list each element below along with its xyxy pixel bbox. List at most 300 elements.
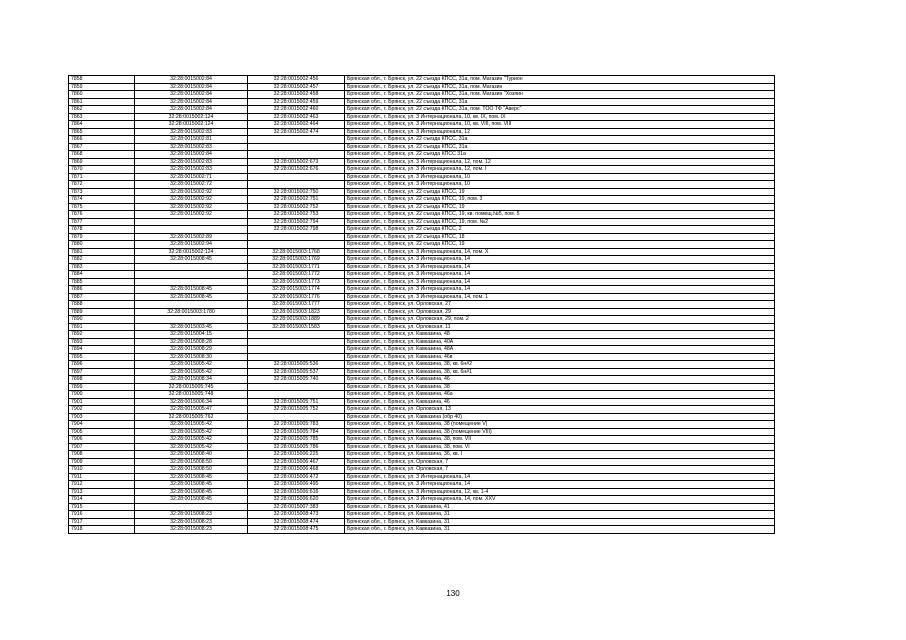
parcel-number-cell: 32:28:0015002:83	[135, 166, 248, 174]
address-cell: Брянская обл., г. Брянск, ул. 22 съезда КПСС, 31а	[345, 136, 775, 144]
parcel-number-cell	[135, 218, 248, 226]
table-row	[69, 308, 775, 316]
object-number-cell	[248, 173, 345, 181]
row-number-cell: 7886	[69, 286, 135, 294]
address-cell: Брянская обл., г. Брянск, ул. 3 Интернационала, 14	[345, 256, 775, 264]
address-cell: Брянская обл., г. Брянск, ул. Кавказина, 38	[345, 383, 775, 391]
parcel-number-cell: 32:28:0015008:45	[135, 488, 248, 496]
row-number-cell: 7892	[69, 331, 135, 339]
table-row	[69, 248, 775, 256]
address-cell: Брянская обл., г. Брянск, ул. 3 Интернационала, 12, пом. I	[345, 166, 775, 174]
row-number-cell: 7898	[69, 376, 135, 384]
table-row	[69, 428, 775, 436]
parcel-number-cell: 32:28:0015002:84	[135, 106, 248, 114]
row-number-cell: 7884	[69, 271, 135, 279]
address-cell: Брянская обл., г. Брянск, ул. Кавказина, 40А	[345, 338, 775, 346]
parcel-number-cell: 32:28:0015002:94	[135, 241, 248, 249]
parcel-number-cell: 32:28:0015008:50	[135, 466, 248, 474]
table-row	[69, 398, 775, 406]
object-number-cell: 32:28:0015006:467	[248, 458, 345, 466]
object-number-cell: 32:28:0015003:1823	[248, 308, 345, 316]
row-number-cell: 7900	[69, 391, 135, 399]
address-cell: Брянская обл., г. Брянск, ул. 3 Интернационала, 14, пом. 1	[345, 293, 775, 301]
row-number-cell: 7904	[69, 421, 135, 429]
object-number-cell: 32:28:0015002:751	[248, 196, 345, 204]
parcel-number-cell: 32:28:0015005:748	[135, 391, 248, 399]
row-number-cell: 7877	[69, 218, 135, 226]
table-row	[69, 496, 775, 504]
parcel-number-cell: 32:28:0015002:84	[135, 98, 248, 106]
row-number-cell: 7875	[69, 203, 135, 211]
parcel-number-cell: 32:28:0015002:84	[135, 91, 248, 99]
table-row	[69, 368, 775, 376]
parcel-number-cell: 32:28:0015002:84	[135, 76, 248, 84]
row-number-cell: 7869	[69, 158, 135, 166]
address-cell: Брянская обл., г. Брянск, ул. 3 Интернационала, 10, кв. IX, пом. IX	[345, 113, 775, 121]
table-row	[69, 226, 775, 234]
object-number-cell: 32:28:0015002:464	[248, 121, 345, 129]
object-number-cell: 32:28:0015002:676	[248, 166, 345, 174]
object-number-cell: 32:28:0015006:225	[248, 451, 345, 459]
parcel-number-cell: 32:28:0015003:45	[135, 323, 248, 331]
object-number-cell: 32:28:0015003:1774	[248, 286, 345, 294]
address-cell: Брянская обл., г. Брянск, ул. 22 съезда КПСС, 18	[345, 233, 775, 241]
parcel-number-cell: 32:28:0015002:89	[135, 233, 248, 241]
address-cell: Брянская обл., г. Брянск, ул. 22 съезда КПСС 31а	[345, 151, 775, 159]
object-number-cell: 32:28:0015006:472	[248, 473, 345, 481]
row-number-cell: 7915	[69, 503, 135, 511]
object-number-cell: 32:28:0015002:794	[248, 218, 345, 226]
parcel-number-cell: 32:28:0015005:42	[135, 361, 248, 369]
table-row	[69, 241, 775, 249]
row-number-cell: 7888	[69, 301, 135, 309]
object-number-cell: 32:28:0015006:468	[248, 466, 345, 474]
row-number-cell: 7860	[69, 91, 135, 99]
object-number-cell	[248, 241, 345, 249]
row-number-cell: 7879	[69, 233, 135, 241]
address-cell: Брянская обл., г. Брянск, ул. Кавказина, 31	[345, 511, 775, 519]
row-number-cell: 7890	[69, 316, 135, 324]
table-row	[69, 421, 775, 429]
parcel-number-cell: 32:28:0015006:34	[135, 398, 248, 406]
row-number-cell: 7901	[69, 398, 135, 406]
table-row	[69, 466, 775, 474]
object-number-cell: 32:28:0015002:457	[248, 83, 345, 91]
table-row	[69, 106, 775, 114]
parcel-number-cell: 32:28:0015002:124	[135, 121, 248, 129]
parcel-number-cell: 32:28:0015008:30	[135, 353, 248, 361]
table-row	[69, 166, 775, 174]
object-number-cell: 32:28:0015007:383	[248, 503, 345, 511]
parcel-number-cell	[135, 316, 248, 324]
address-cell: Брянская обл., г. Брянск, ул. 22 съезда КПСС, 2	[345, 226, 775, 234]
row-number-cell: 7910	[69, 466, 135, 474]
object-number-cell: 32:28:0015003:1772	[248, 271, 345, 279]
row-number-cell: 7893	[69, 338, 135, 346]
row-number-cell: 7861	[69, 98, 135, 106]
parcel-number-cell: 32:28:0015008:34	[135, 376, 248, 384]
parcel-number-cell: 32:28:0015002:124	[135, 113, 248, 121]
object-number-cell: 32:28:0015003:1583	[248, 323, 345, 331]
object-number-cell: 32:28:0015005:537	[248, 368, 345, 376]
object-number-cell: 32:28:0015005:786	[248, 443, 345, 451]
address-cell: Брянская обл., г. Брянск, ул. 22 съезда КПСС, 31а	[345, 143, 775, 151]
object-number-cell: 32:28:0015005:751	[248, 398, 345, 406]
parcel-number-cell	[135, 263, 248, 271]
parcel-number-cell: 32:28:0015005:745	[135, 383, 248, 391]
object-number-cell	[248, 136, 345, 144]
row-number-cell: 7883	[69, 263, 135, 271]
parcel-number-cell: 32:28:0015002:92	[135, 211, 248, 219]
table-row	[69, 331, 775, 339]
parcel-number-cell: 32:28:0015005:762	[135, 413, 248, 421]
address-cell: Брянская обл., г. Брянск, ул. 3 Интернационала, 14	[345, 473, 775, 481]
parcel-number-cell: 32:28:0015005:42	[135, 428, 248, 436]
object-number-cell	[248, 331, 345, 339]
address-cell: Брянская обл., г. Брянск, ул. 22 съезда КПСС, 31а, пом. Магазин	[345, 83, 775, 91]
object-number-cell: 32:28:0015003:1777	[248, 301, 345, 309]
address-cell: Брянская обл., г. Брянск, ул. 22 съезда КПСС, 31а, пом. Магазин "Турион	[345, 76, 775, 84]
parcel-number-cell	[135, 301, 248, 309]
table-row	[69, 406, 775, 414]
address-cell: Брянская обл., г. Брянск, ул. 3 Интернационала, 12, кв. 1-4	[345, 488, 775, 496]
table-row	[69, 511, 775, 519]
table-row	[69, 256, 775, 264]
table-row	[69, 361, 775, 369]
object-number-cell: 32:28:0015005:536	[248, 361, 345, 369]
object-number-cell: 32:28:0015002:752	[248, 203, 345, 211]
object-number-cell: 32:28:0015002:753	[248, 211, 345, 219]
address-cell: Брянская обл., г. Брянск, ул. 3 Интернационала, 14	[345, 271, 775, 279]
address-cell: Брянская обл., г. Брянск, ул. Кавказина, 46	[345, 398, 775, 406]
table-row	[69, 196, 775, 204]
row-number-cell: 7863	[69, 113, 135, 121]
parcel-number-cell: 32:28:0015008:45	[135, 286, 248, 294]
object-number-cell: 32:28:0015003:1769	[248, 256, 345, 264]
table-row	[69, 143, 775, 151]
row-number-cell: 7867	[69, 143, 135, 151]
parcel-number-cell: 32:28:0015002:83	[135, 128, 248, 136]
row-number-cell: 7887	[69, 293, 135, 301]
table-row	[69, 451, 775, 459]
row-number-cell: 7896	[69, 361, 135, 369]
row-number-cell: 7894	[69, 346, 135, 354]
parcel-number-cell: 32:28:0015002:92	[135, 196, 248, 204]
table-row	[69, 518, 775, 526]
address-cell: Брянская обл., г. Брянск, ул. Орловская, 11	[345, 323, 775, 331]
table-row	[69, 188, 775, 196]
object-number-cell: 32:28:0015005:785	[248, 436, 345, 444]
row-number-cell: 7914	[69, 496, 135, 504]
row-number-cell: 7858	[69, 76, 135, 84]
address-cell: Брянская обл., г. Брянск, ул. 3 Интернационала, 14	[345, 263, 775, 271]
row-number-cell: 7859	[69, 83, 135, 91]
table-row	[69, 293, 775, 301]
object-number-cell: 32:28:0015005:740	[248, 376, 345, 384]
parcel-number-cell: 32:28:0015005:42	[135, 436, 248, 444]
address-cell: Брянская обл., г. Брянск, ул. 22 съезда КПСС, 31а, пом. ТОО ТФ "Аверс"	[345, 106, 775, 114]
parcel-number-cell: 32:28:0015002:83	[135, 158, 248, 166]
table-row	[69, 338, 775, 346]
row-number-cell: 7911	[69, 473, 135, 481]
row-number-cell: 7905	[69, 428, 135, 436]
object-number-cell: 32:28:0015003:1771	[248, 263, 345, 271]
row-number-cell: 7881	[69, 248, 135, 256]
object-number-cell	[248, 346, 345, 354]
object-number-cell: 32:28:0015006:620	[248, 496, 345, 504]
row-number-cell: 7899	[69, 383, 135, 391]
parcel-number-cell: 32:28:0015008:45	[135, 481, 248, 489]
table-row	[69, 526, 775, 534]
row-number-cell: 7913	[69, 488, 135, 496]
table-row	[69, 113, 775, 121]
row-number-cell: 7865	[69, 128, 135, 136]
object-number-cell: 32:28:0015008:475	[248, 526, 345, 534]
address-cell: Брянская обл., г. Брянск, ул. Орловская, 29	[345, 308, 775, 316]
address-cell: Брянская обл., г. Брянск, ул. 3 Интернационала, 14, пом. X	[345, 248, 775, 256]
row-number-cell: 7866	[69, 136, 135, 144]
address-cell: Брянская обл., г. Брянск, ул. 22 съезда КПСС, 19	[345, 188, 775, 196]
object-number-cell: 32:28:0015002:459	[248, 98, 345, 106]
address-cell: Брянская обл., г. Брянск, ул. 22 съезда КПСС, 31а, пом. Магазин "Хозяин	[345, 91, 775, 99]
object-number-cell: 32:28:0015002:463	[248, 113, 345, 121]
table-row	[69, 211, 775, 219]
object-number-cell: 32:28:0015005:784	[248, 428, 345, 436]
object-number-cell	[248, 338, 345, 346]
parcel-number-cell: 32:28:0015008:45	[135, 293, 248, 301]
table-row	[69, 136, 775, 144]
row-number-cell: 7873	[69, 188, 135, 196]
parcel-number-cell: 32:28:0015002:81	[135, 136, 248, 144]
parcel-number-cell: 32:28:0015008:23	[135, 511, 248, 519]
address-cell: Брянская обл., г. Брянск, ул. Орловская, 27	[345, 301, 775, 309]
table-row	[69, 316, 775, 324]
object-number-cell: 32:28:0015008:474	[248, 518, 345, 526]
table-row	[69, 286, 775, 294]
table-row	[69, 443, 775, 451]
parcel-number-cell: 32:28:0015002:72	[135, 181, 248, 189]
address-cell: Брянская обл., г. Брянск, ул. Кавказина, 46а	[345, 391, 775, 399]
row-number-cell: 7903	[69, 413, 135, 421]
row-number-cell: 7872	[69, 181, 135, 189]
row-number-cell: 7882	[69, 256, 135, 264]
parcel-number-cell: 32:28:0015008:50	[135, 458, 248, 466]
table-row	[69, 278, 775, 286]
address-cell: Брянская обл., г. Брянск, ул. 3 Интернационала, 14	[345, 286, 775, 294]
address-cell: Брянская обл., г. Брянск, ул. 3 Интернационала, 10	[345, 173, 775, 181]
parcel-number-cell: 32:28:0015008:23	[135, 526, 248, 534]
row-number-cell: 7885	[69, 278, 135, 286]
address-cell: Брянская обл., г. Брянск, ул. 3 Интернационала, 10	[345, 181, 775, 189]
parcel-number-cell: 32:28:0015002:71	[135, 173, 248, 181]
address-cell: Брянская обл., г. Брянск, ул. 3 Интернационала, 10, кв. VIII, пом. VIII	[345, 121, 775, 129]
address-cell: Брянская обл., г. Брянск, ул. Орловская, 29, пом. 2	[345, 316, 775, 324]
object-number-cell: 32:28:0015002:458	[248, 91, 345, 99]
object-number-cell: 32:28:0015003:1889	[248, 316, 345, 324]
table-row	[69, 83, 775, 91]
object-number-cell: 32:28:0015003:1776	[248, 293, 345, 301]
address-cell: Брянская обл., г. Брянск, ул. Кавказина, 38, кв. 6н#1	[345, 368, 775, 376]
table-row	[69, 263, 775, 271]
address-cell: Брянская обл., г. Брянск, ул. 22 съезда КПСС, 19	[345, 241, 775, 249]
address-cell: Брянская обл., г. Брянск, ул. 22 съезда КПСС, 19, пом. 3	[345, 196, 775, 204]
object-number-cell	[248, 391, 345, 399]
address-cell: Брянская обл., г. Брянск, ул. 3 Интернационала, 12	[345, 128, 775, 136]
cadastral-table	[68, 75, 775, 534]
table-row	[69, 436, 775, 444]
parcel-number-cell: 32:28:0015002:92	[135, 203, 248, 211]
table-row	[69, 76, 775, 84]
parcel-number-cell: 32:28:0015002:84	[135, 151, 248, 159]
address-cell: Брянская обл., г. Брянск, ул. Кавказина, 48	[345, 331, 775, 339]
parcel-number-cell: 32:28:0015002:124	[135, 248, 248, 256]
table-row	[69, 151, 775, 159]
table-row	[69, 413, 775, 421]
table-row	[69, 121, 775, 129]
parcel-number-cell: 32:28:0015008:40	[135, 451, 248, 459]
row-number-cell: 7871	[69, 173, 135, 181]
parcel-number-cell	[135, 271, 248, 279]
row-number-cell: 7864	[69, 121, 135, 129]
address-cell: Брянская обл., г. Брянск, ул. 22 съезда КПСС, 19, пом. №2	[345, 218, 775, 226]
object-number-cell: 32:28:0015006:495	[248, 481, 345, 489]
address-cell: Брянская обл., г. Брянск, ул. Орловская, 7	[345, 458, 775, 466]
row-number-cell: 7906	[69, 436, 135, 444]
table-row	[69, 203, 775, 211]
parcel-number-cell: 32:28:0015005:42	[135, 443, 248, 451]
address-cell: Брянская обл., г. Брянск, ул. Кавказина, 46	[345, 376, 775, 384]
table-row	[69, 473, 775, 481]
table-row	[69, 481, 775, 489]
table-row	[69, 271, 775, 279]
table-row	[69, 383, 775, 391]
parcel-number-cell: 32:28:0015008:45	[135, 496, 248, 504]
page-number: 130	[446, 589, 460, 598]
table-row	[69, 323, 775, 331]
table-row	[69, 233, 775, 241]
object-number-cell: 32:28:0015006:616	[248, 488, 345, 496]
parcel-number-cell: 32:28:0015005:42	[135, 421, 248, 429]
address-cell: Брянская обл., г. Брянск, ул. Кавказина, 38 (помещение VIII)	[345, 428, 775, 436]
row-number-cell: 7897	[69, 368, 135, 376]
parcel-number-cell: 32:28:0015005:47	[135, 406, 248, 414]
table-row	[69, 181, 775, 189]
row-number-cell: 7880	[69, 241, 135, 249]
row-number-cell: 7907	[69, 443, 135, 451]
address-cell: Брянская обл., г. Брянск, ул. Кавказина, 41	[345, 503, 775, 511]
row-number-cell: 7912	[69, 481, 135, 489]
address-cell: Брянская обл., г. Брянск, ул. Кавказина, 36, кв. I	[345, 451, 775, 459]
object-number-cell	[248, 233, 345, 241]
row-number-cell: 7870	[69, 166, 135, 174]
object-number-cell: 32:28:0015003:1773	[248, 278, 345, 286]
row-number-cell: 7868	[69, 151, 135, 159]
object-number-cell: 32:28:0015002:750	[248, 188, 345, 196]
object-number-cell: 32:28:0015002:673	[248, 158, 345, 166]
object-number-cell: 32:28:0015008:473	[248, 511, 345, 519]
object-number-cell	[248, 383, 345, 391]
row-number-cell: 7876	[69, 211, 135, 219]
table-row	[69, 173, 775, 181]
table-row	[69, 488, 775, 496]
address-cell: Брянская обл., г. Брянск, ул. Орловская, 7	[345, 466, 775, 474]
row-number-cell: 7862	[69, 106, 135, 114]
object-number-cell: 32:28:0015002:460	[248, 106, 345, 114]
object-number-cell: 32:28:0015002:798	[248, 226, 345, 234]
address-cell: Брянская обл., г. Брянск, ул. Кавказина, 46в	[345, 353, 775, 361]
parcel-number-cell: 32:28:0015002:84	[135, 83, 248, 91]
parcel-number-cell: 32:28:0015002:83	[135, 143, 248, 151]
table-row	[69, 218, 775, 226]
address-cell: Брянская обл., г. Брянск, ул. Орловская, 13	[345, 406, 775, 414]
parcel-number-cell: 32:28:0015008:23	[135, 518, 248, 526]
object-number-cell	[248, 353, 345, 361]
parcel-number-cell	[135, 278, 248, 286]
row-number-cell: 7878	[69, 226, 135, 234]
table-row	[69, 91, 775, 99]
row-number-cell: 7889	[69, 308, 135, 316]
table-body	[69, 76, 775, 534]
address-cell: Брянская обл., г. Брянск, ул. 3 Интернационала, 14	[345, 278, 775, 286]
address-cell: Брянская обл., г. Брянск, ул. Кавказина, 38, пом. VI	[345, 443, 775, 451]
address-cell: Брянская обл., г. Брянск, ул. 22 съезда КПСС, 31а	[345, 98, 775, 106]
object-number-cell: 32:28:0015002:474	[248, 128, 345, 136]
row-number-cell: 7895	[69, 353, 135, 361]
row-number-cell: 7902	[69, 406, 135, 414]
object-number-cell: 32:28:0015005:783	[248, 421, 345, 429]
row-number-cell: 7908	[69, 451, 135, 459]
address-cell: Брянская обл., г. Брянск, ул. Кавказина, 31	[345, 526, 775, 534]
address-cell: Брянская обл., г. Брянск, ул. Кавказина, 38, кв. 6н#2	[345, 361, 775, 369]
parcel-number-cell: 32:28:0015002:92	[135, 188, 248, 196]
parcel-number-cell: 32:28:0015008:45	[135, 256, 248, 264]
table-row	[69, 391, 775, 399]
row-number-cell: 7891	[69, 323, 135, 331]
row-number-cell: 7916	[69, 511, 135, 519]
object-number-cell	[248, 151, 345, 159]
parcel-number-cell: 32:28:0015003:1780	[135, 308, 248, 316]
table-row	[69, 128, 775, 136]
row-number-cell: 7918	[69, 526, 135, 534]
table-row	[69, 346, 775, 354]
address-cell: Брянская обл., г. Брянск, ул. Кавказина, 38 (помещение V)	[345, 421, 775, 429]
table-row	[69, 301, 775, 309]
address-cell: Брянская обл., г. Брянск, ул. Кавказина (обр 40)	[345, 413, 775, 421]
parcel-number-cell: 32:28:0015005:42	[135, 368, 248, 376]
row-number-cell: 7917	[69, 518, 135, 526]
parcel-number-cell	[135, 226, 248, 234]
table-row	[69, 98, 775, 106]
address-cell: Брянская обл., г. Брянск, ул. 3 Интернационала, 12, пом. 12	[345, 158, 775, 166]
object-number-cell: 32:28:0015002:456	[248, 76, 345, 84]
address-cell: Брянская обл., г. Брянск, ул. Кавказина, 48А	[345, 346, 775, 354]
row-number-cell: 7909	[69, 458, 135, 466]
address-cell: Брянская обл., г. Брянск, ул. Кавказина, 38, пом. VII	[345, 436, 775, 444]
table-row	[69, 376, 775, 384]
parcel-number-cell: 32:28:0015008:45	[135, 473, 248, 481]
table-row	[69, 353, 775, 361]
table-row	[69, 503, 775, 511]
address-cell: Брянская обл., г. Брянск, ул. 22 съезда КПСС, 19	[345, 203, 775, 211]
object-number-cell	[248, 413, 345, 421]
table-row	[69, 458, 775, 466]
address-cell: Брянская обл., г. Брянск, ул. 22 съезда КПСС, 19, кв. помещ.№5, пом. 5	[345, 211, 775, 219]
address-cell: Брянская обл., г. Брянск, ул. 3 Интернационала, 14	[345, 481, 775, 489]
row-number-cell: 7874	[69, 196, 135, 204]
parcel-number-cell: 32:28:0015008:28	[135, 338, 248, 346]
address-cell: Брянская обл., г. Брянск, ул. Кавказина, 31	[345, 518, 775, 526]
object-number-cell	[248, 143, 345, 151]
